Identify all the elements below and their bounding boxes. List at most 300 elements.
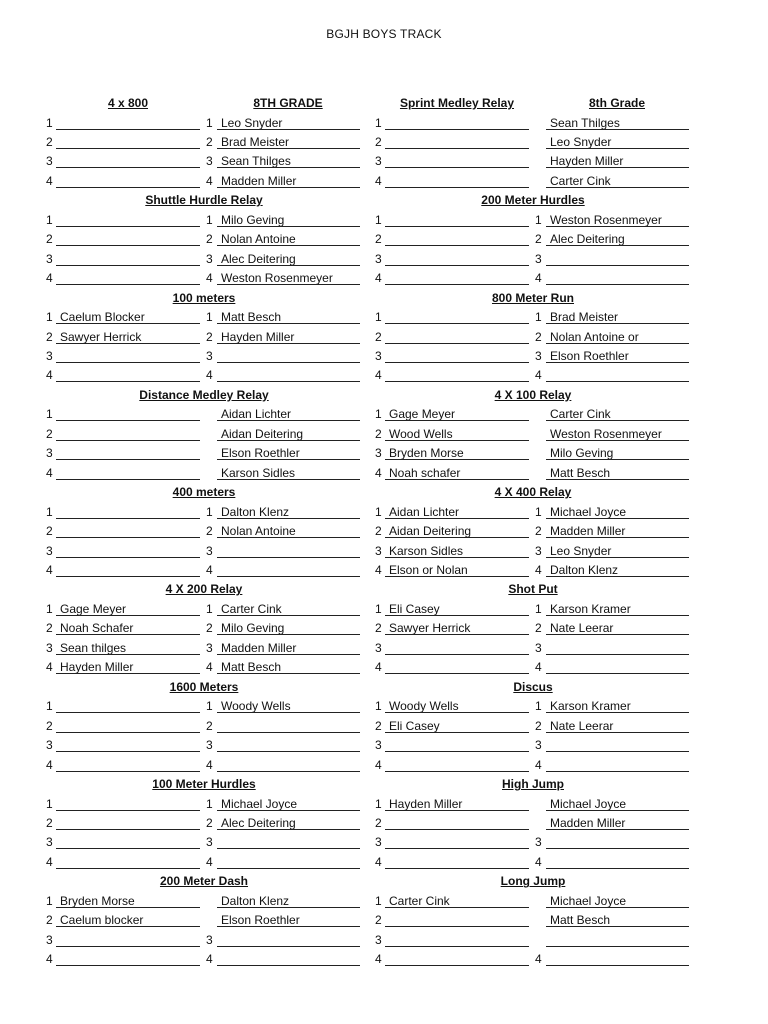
entry-name-field bbox=[56, 758, 200, 772]
entry-row bbox=[369, 795, 697, 814]
page-title: BGJH BOYS TRACK bbox=[326, 27, 442, 41]
entry-row bbox=[40, 950, 368, 969]
entry-rows bbox=[40, 600, 368, 678]
entry-rows bbox=[369, 697, 697, 775]
place-number: 4 bbox=[375, 854, 382, 869]
entry-name-field bbox=[217, 933, 360, 947]
event-title: 200 Meter Dash bbox=[159, 874, 249, 889]
entry-row bbox=[369, 619, 697, 638]
entry-name-field: Hayden Miller bbox=[385, 797, 529, 811]
place-number: 2 bbox=[206, 329, 213, 344]
entry-rows bbox=[40, 405, 368, 483]
entry-name-field bbox=[546, 835, 689, 849]
event-title: Long Jump bbox=[500, 874, 566, 889]
entry-name-field: Milo Geving bbox=[546, 446, 689, 460]
place-number: 1 bbox=[206, 504, 213, 519]
place-number: 4 bbox=[206, 368, 213, 383]
place-number: 3 bbox=[535, 835, 542, 850]
entry-rows bbox=[40, 114, 368, 192]
entry-row bbox=[369, 931, 697, 950]
event-section bbox=[40, 580, 368, 677]
place-number: 3 bbox=[375, 446, 382, 461]
entry-row bbox=[40, 347, 368, 366]
entry-rows bbox=[369, 211, 697, 289]
entry-name-field: Leo Snyder bbox=[217, 116, 360, 130]
entry-row bbox=[40, 600, 368, 619]
entry-rows bbox=[40, 892, 368, 970]
event-section bbox=[40, 872, 368, 969]
place-number: 1 bbox=[206, 310, 213, 325]
entry-name-field: Carter Cink bbox=[546, 174, 689, 188]
entry-name-field bbox=[385, 154, 529, 168]
place-number: 3 bbox=[206, 348, 213, 363]
entry-row bbox=[369, 405, 697, 424]
place-number: 3 bbox=[535, 543, 542, 558]
entry-name-field bbox=[56, 544, 200, 558]
entry-row bbox=[369, 114, 697, 133]
entry-name-field bbox=[56, 699, 200, 713]
place-number: 4 bbox=[535, 854, 542, 869]
entry-rows bbox=[40, 795, 368, 873]
entry-name-field: Woody Wells bbox=[217, 699, 360, 713]
entry-name-field: Matt Besch bbox=[217, 310, 360, 324]
event-title: Sprint Medley Relay bbox=[399, 96, 515, 110]
place-number: 1 bbox=[206, 115, 213, 130]
entry-name-field bbox=[56, 466, 200, 480]
place-number: 4 bbox=[206, 854, 213, 869]
entry-row bbox=[40, 833, 368, 852]
entry-name-field bbox=[56, 116, 200, 130]
entry-name-field bbox=[217, 855, 360, 869]
place-number: 4 bbox=[375, 952, 382, 967]
place-number: 1 bbox=[375, 407, 382, 422]
entry-row bbox=[369, 347, 697, 366]
entry-name-field bbox=[385, 738, 529, 752]
place-number: 4 bbox=[206, 660, 213, 675]
place-number: 3 bbox=[46, 251, 53, 266]
place-number: 4 bbox=[46, 465, 53, 480]
place-number: 1 bbox=[206, 601, 213, 616]
entry-row bbox=[369, 756, 697, 775]
entry-row bbox=[40, 172, 368, 191]
entry-name-field bbox=[385, 913, 529, 927]
entry-rows bbox=[369, 308, 697, 386]
entry-name-field bbox=[217, 952, 360, 966]
place-number: 4 bbox=[46, 271, 53, 286]
entry-name-field bbox=[385, 174, 529, 188]
event-section bbox=[40, 678, 368, 775]
place-number: 1 bbox=[375, 310, 382, 325]
entry-row bbox=[40, 250, 368, 269]
place-number: 3 bbox=[375, 640, 382, 655]
entry-name-field: Matt Besch bbox=[217, 660, 360, 674]
entry-row bbox=[40, 892, 368, 911]
entry-name-field bbox=[217, 349, 360, 363]
entry-name-field bbox=[546, 758, 689, 772]
place-number: 3 bbox=[375, 835, 382, 850]
event-section bbox=[40, 483, 368, 580]
place-number: 1 bbox=[46, 699, 53, 714]
entry-name-field bbox=[56, 563, 200, 577]
place-number: 2 bbox=[206, 232, 213, 247]
entry-name-field bbox=[546, 368, 689, 382]
entry-name-field: Matt Besch bbox=[546, 913, 689, 927]
place-number: 2 bbox=[375, 913, 382, 928]
entry-name-field: Madden Miller bbox=[546, 524, 689, 538]
place-number: 2 bbox=[535, 232, 542, 247]
place-number: 1 bbox=[46, 796, 53, 811]
entry-name-field: Gage Meyer bbox=[56, 602, 200, 616]
place-number: 1 bbox=[535, 699, 542, 714]
event-section bbox=[40, 94, 368, 191]
entry-name-field: Karson Kramer bbox=[546, 699, 689, 713]
entry-row bbox=[369, 639, 697, 658]
entry-name-field: Madden Miller bbox=[217, 174, 360, 188]
entry-row bbox=[40, 503, 368, 522]
entry-name-field: Nolan Antoine bbox=[217, 232, 360, 246]
place-number: 3 bbox=[375, 738, 382, 753]
event-title: 800 Meter Run bbox=[491, 290, 575, 305]
entry-rows bbox=[369, 892, 697, 970]
place-number: 2 bbox=[46, 329, 53, 344]
entry-row bbox=[40, 425, 368, 444]
place-number: 4 bbox=[535, 368, 542, 383]
place-number: 2 bbox=[206, 621, 213, 636]
entry-row bbox=[40, 736, 368, 755]
entry-name-field: Milo Geving bbox=[217, 621, 360, 635]
place-number: 3 bbox=[46, 348, 53, 363]
entry-name-field: Hayden Miller bbox=[217, 330, 360, 344]
event-title: Shuttle Hurdle Relay bbox=[145, 193, 263, 208]
place-number: 1 bbox=[46, 601, 53, 616]
place-number: 2 bbox=[46, 816, 53, 831]
entry-name-field: Dalton Klenz bbox=[217, 505, 360, 519]
entry-name-field: Dalton Klenz bbox=[546, 563, 689, 577]
place-number: 4 bbox=[206, 563, 213, 577]
place-number: 4 bbox=[375, 173, 382, 188]
entry-row bbox=[40, 522, 368, 541]
entry-rows bbox=[369, 405, 697, 483]
event-section bbox=[40, 191, 368, 288]
entry-name-field: Alec Deitering bbox=[217, 252, 360, 266]
entry-name-field: Matt Besch bbox=[546, 466, 689, 480]
event-title: 4 X 400 Relay bbox=[494, 485, 572, 500]
event-section bbox=[369, 386, 697, 483]
entry-name-field bbox=[217, 835, 360, 849]
event-section bbox=[40, 386, 368, 483]
entry-row bbox=[369, 950, 697, 969]
place-number: 2 bbox=[535, 621, 542, 636]
entry-name-field bbox=[56, 797, 200, 811]
place-number: 2 bbox=[46, 621, 53, 636]
entry-name-field: Nolan Antoine or bbox=[546, 330, 689, 344]
place-number: 4 bbox=[206, 173, 213, 188]
place-number: 2 bbox=[206, 524, 213, 539]
place-number: 1 bbox=[206, 212, 213, 227]
entry-name-field bbox=[56, 349, 200, 363]
entry-name-field bbox=[385, 349, 529, 363]
entry-name-field: Weston Rosenmeyer bbox=[546, 427, 689, 441]
entry-row bbox=[40, 619, 368, 638]
place-number: 4 bbox=[535, 271, 542, 286]
entry-name-field: Caelum blocker bbox=[56, 913, 200, 927]
entry-name-field bbox=[56, 174, 200, 188]
place-number: 3 bbox=[46, 640, 53, 655]
event-title: 200 Meter Hurdles bbox=[481, 193, 585, 208]
entry-name-field: Elson Roethler bbox=[546, 349, 689, 363]
place-number: 2 bbox=[375, 134, 382, 149]
entry-name-field: Hayden Miller bbox=[56, 660, 200, 674]
entry-row bbox=[369, 600, 697, 619]
entry-name-field: Aidan Lichter bbox=[217, 407, 360, 421]
entry-name-field bbox=[385, 835, 529, 849]
place-number: 3 bbox=[535, 640, 542, 655]
entry-name-field: Karson Kramer bbox=[546, 602, 689, 616]
event-section bbox=[369, 483, 697, 580]
entry-row bbox=[369, 853, 697, 872]
entry-name-field: Michael Joyce bbox=[546, 894, 689, 908]
place-number: 3 bbox=[375, 543, 382, 558]
place-number: 1 bbox=[375, 212, 382, 227]
entry-name-field bbox=[385, 310, 529, 324]
entry-row bbox=[40, 756, 368, 775]
place-number: 1 bbox=[535, 504, 542, 519]
entry-row bbox=[40, 366, 368, 385]
entry-name-field: Carter Cink bbox=[385, 894, 529, 908]
entry-name-field bbox=[546, 738, 689, 752]
place-number: 3 bbox=[206, 640, 213, 655]
entry-name-field bbox=[546, 660, 689, 674]
event-section bbox=[369, 580, 697, 677]
entry-rows bbox=[369, 114, 697, 192]
entry-name-field bbox=[385, 660, 529, 674]
entry-name-field bbox=[385, 232, 529, 246]
entry-row bbox=[40, 444, 368, 463]
entry-name-field bbox=[385, 330, 529, 344]
place-number: 3 bbox=[206, 738, 213, 753]
entry-row bbox=[369, 269, 697, 288]
entry-name-field: Sean Thilges bbox=[546, 116, 689, 130]
place-number: 3 bbox=[375, 154, 382, 169]
event-section bbox=[40, 289, 368, 386]
entry-name-field: Elson Roethler bbox=[217, 913, 360, 927]
entry-row bbox=[369, 152, 697, 171]
entry-name-field: Milo Geving bbox=[217, 213, 360, 227]
entry-row bbox=[40, 561, 368, 580]
place-number: 1 bbox=[46, 212, 53, 227]
place-number: 4 bbox=[375, 660, 382, 675]
section-header bbox=[40, 94, 368, 113]
entry-name-field: Elson Roethler bbox=[217, 446, 360, 460]
entry-name-field bbox=[56, 952, 200, 966]
place-number: 1 bbox=[46, 115, 53, 130]
entry-name-field: Noah schafer bbox=[385, 466, 529, 480]
entry-name-field bbox=[385, 952, 529, 966]
entry-row bbox=[40, 795, 368, 814]
entry-row bbox=[369, 211, 697, 230]
entry-row bbox=[369, 736, 697, 755]
place-number: 3 bbox=[535, 251, 542, 266]
entry-row bbox=[40, 308, 368, 327]
entry-name-field: Karson Sidles bbox=[385, 544, 529, 558]
event-title: 4 x 800 bbox=[107, 96, 149, 110]
entry-name-field bbox=[56, 135, 200, 149]
entry-name-field bbox=[546, 252, 689, 266]
entry-name-field bbox=[385, 855, 529, 869]
event-section bbox=[369, 94, 697, 191]
event-title: 4 X 200 Relay bbox=[165, 582, 243, 597]
entry-name-field: Nolan Antoine bbox=[217, 524, 360, 538]
entry-row bbox=[40, 269, 368, 288]
place-number: 1 bbox=[535, 310, 542, 325]
entry-name-field: Weston Rosenmeyer bbox=[546, 213, 689, 227]
entry-row bbox=[369, 522, 697, 541]
entry-name-field: Michael Joyce bbox=[217, 797, 360, 811]
place-number: 2 bbox=[535, 524, 542, 539]
entry-row bbox=[369, 697, 697, 716]
place-number: 4 bbox=[46, 757, 53, 772]
event-title: 100 Meter Hurdles bbox=[152, 777, 256, 792]
left-column bbox=[40, 94, 368, 970]
entry-name-field: Sawyer Herrick bbox=[56, 330, 200, 344]
entry-name-field: Bryden Morse bbox=[56, 894, 200, 908]
place-number: 2 bbox=[375, 621, 382, 636]
entry-name-field: Carter Cink bbox=[546, 407, 689, 421]
entry-row bbox=[369, 230, 697, 249]
entry-row bbox=[40, 911, 368, 930]
entry-name-field bbox=[385, 758, 529, 772]
entry-row bbox=[369, 814, 697, 833]
entry-row bbox=[40, 814, 368, 833]
place-number: 3 bbox=[46, 154, 53, 169]
place-number: 2 bbox=[375, 426, 382, 441]
entry-row bbox=[40, 931, 368, 950]
entry-name-field: Karson Sidles bbox=[217, 466, 360, 480]
right-column bbox=[369, 94, 697, 970]
entry-row bbox=[40, 697, 368, 716]
place-number: 2 bbox=[535, 718, 542, 733]
grade-title: 8TH GRADE bbox=[253, 96, 323, 110]
entry-name-field bbox=[56, 271, 200, 285]
place-number: 4 bbox=[46, 173, 53, 188]
entry-name-field bbox=[56, 446, 200, 460]
place-number: 3 bbox=[375, 932, 382, 947]
entry-name-field bbox=[56, 855, 200, 869]
entry-row bbox=[369, 561, 697, 580]
entry-name-field bbox=[546, 952, 689, 966]
entry-name-field: Eli Casey bbox=[385, 719, 529, 733]
place-number: 3 bbox=[375, 348, 382, 363]
entry-row bbox=[369, 717, 697, 736]
entry-name-field bbox=[56, 505, 200, 519]
entry-row bbox=[40, 542, 368, 561]
entry-name-field: Madden Miller bbox=[546, 816, 689, 830]
entry-name-field bbox=[56, 213, 200, 227]
place-number: 4 bbox=[375, 368, 382, 383]
grade-title: 8th Grade bbox=[588, 96, 645, 110]
entry-name-field bbox=[217, 544, 360, 558]
entry-name-field: Elson or Nolan bbox=[385, 563, 529, 577]
entry-rows bbox=[40, 697, 368, 775]
entry-rows bbox=[40, 503, 368, 581]
entry-name-field: Sean thilges bbox=[56, 641, 200, 655]
entry-name-field bbox=[56, 368, 200, 382]
place-number: 2 bbox=[206, 718, 213, 733]
place-number: 1 bbox=[46, 504, 53, 519]
entry-name-field: Dalton Klenz bbox=[217, 894, 360, 908]
entry-name-field: Aidan Deitering bbox=[385, 524, 529, 538]
entry-row bbox=[40, 464, 368, 483]
place-number: 2 bbox=[375, 329, 382, 344]
entry-name-field bbox=[56, 719, 200, 733]
place-number: 4 bbox=[535, 757, 542, 772]
entry-name-field: Leo Snyder bbox=[546, 544, 689, 558]
entry-name-field: Nate Leerar bbox=[546, 719, 689, 733]
place-number: 4 bbox=[535, 952, 542, 967]
entry-name-field: Noah Schafer bbox=[56, 621, 200, 635]
event-title: 4 X 100 Relay bbox=[494, 387, 572, 402]
entry-row bbox=[369, 911, 697, 930]
entry-row bbox=[369, 308, 697, 327]
place-number: 1 bbox=[535, 212, 542, 227]
entry-row bbox=[40, 133, 368, 152]
event-section bbox=[40, 775, 368, 872]
entry-name-field: Carter Cink bbox=[217, 602, 360, 616]
event-section bbox=[369, 678, 697, 775]
place-number: 3 bbox=[46, 738, 53, 753]
entry-name-field bbox=[56, 427, 200, 441]
entry-row bbox=[369, 542, 697, 561]
entry-row bbox=[369, 833, 697, 852]
place-number: 2 bbox=[46, 718, 53, 733]
entry-name-field: Michael Joyce bbox=[546, 505, 689, 519]
entry-name-field bbox=[385, 271, 529, 285]
entry-rows bbox=[40, 211, 368, 289]
entry-name-field: Aidan Deitering bbox=[217, 427, 360, 441]
entry-name-field bbox=[217, 758, 360, 772]
place-number: 1 bbox=[46, 310, 53, 325]
entry-row bbox=[40, 717, 368, 736]
entry-row bbox=[369, 328, 697, 347]
place-number: 4 bbox=[46, 854, 53, 869]
place-number: 2 bbox=[46, 913, 53, 928]
place-number: 4 bbox=[375, 563, 382, 577]
place-number: 3 bbox=[46, 446, 53, 461]
entry-name-field: Gage Meyer bbox=[385, 407, 529, 421]
entry-row bbox=[40, 328, 368, 347]
entry-name-field bbox=[385, 933, 529, 947]
place-number: 3 bbox=[206, 543, 213, 558]
entry-name-field bbox=[546, 933, 689, 947]
entry-name-field bbox=[217, 563, 360, 577]
place-number: 4 bbox=[535, 660, 542, 675]
event-title: 100 meters bbox=[172, 290, 236, 305]
place-number: 1 bbox=[375, 115, 382, 130]
entry-name-field: Weston Rosenmeyer bbox=[217, 271, 360, 285]
place-number: 1 bbox=[46, 893, 53, 908]
entry-row bbox=[369, 444, 697, 463]
entry-name-field bbox=[385, 252, 529, 266]
entry-row bbox=[369, 892, 697, 911]
entry-name-field: Hayden Miller bbox=[546, 154, 689, 168]
place-number: 2 bbox=[206, 134, 213, 149]
place-number: 2 bbox=[375, 816, 382, 831]
entry-name-field bbox=[217, 738, 360, 752]
event-title: 1600 Meters bbox=[169, 679, 239, 694]
place-number: 4 bbox=[535, 563, 542, 577]
entry-row bbox=[369, 366, 697, 385]
place-number: 2 bbox=[46, 134, 53, 149]
